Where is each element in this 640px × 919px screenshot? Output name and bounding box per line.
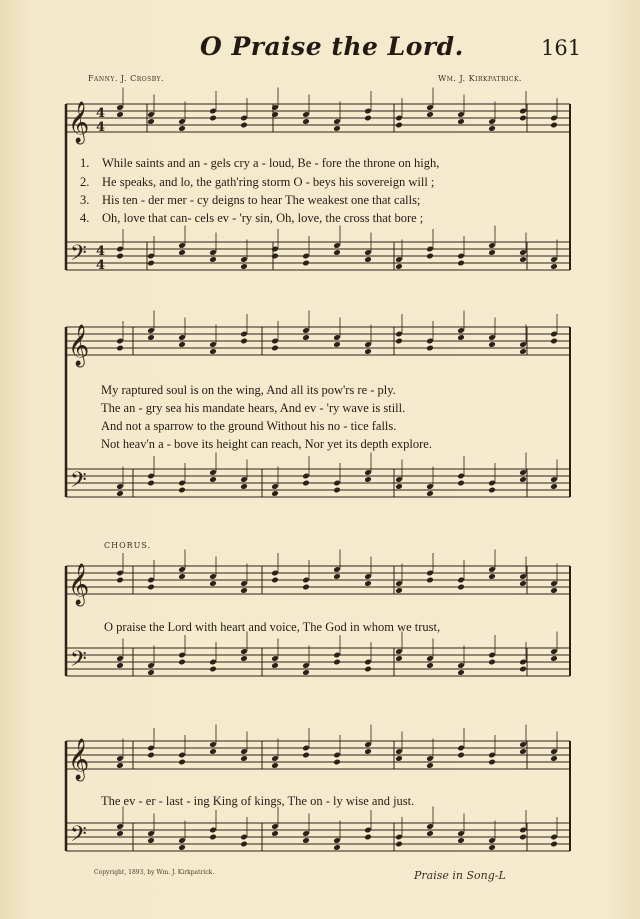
note-head	[519, 748, 527, 755]
note-head	[550, 338, 558, 345]
note-head	[271, 490, 279, 497]
time-signature: 4	[96, 120, 106, 135]
verse-line: 1. While saints and an - gels cry a - loud, Be - fore the throne on high,	[80, 156, 440, 170]
note-head	[550, 841, 558, 848]
note-head	[209, 476, 217, 483]
note-head	[488, 341, 496, 348]
note-head	[271, 830, 279, 837]
note-head	[271, 662, 279, 669]
note-head	[550, 263, 558, 270]
note-head	[209, 580, 217, 587]
note-head	[364, 748, 372, 755]
note-head	[426, 345, 434, 352]
note-head	[364, 476, 372, 483]
note-head	[240, 122, 248, 129]
note-head	[457, 334, 465, 341]
note-head	[178, 573, 186, 580]
note-head	[457, 260, 465, 267]
note-head	[240, 587, 248, 594]
note-head	[302, 837, 310, 844]
composer-credit: Wm. J. Kirkpatrick.	[438, 74, 522, 83]
note-head	[364, 666, 372, 673]
treble-clef: 𝄞	[68, 325, 90, 366]
note-head	[457, 837, 465, 844]
note-head	[240, 483, 248, 490]
note-head	[116, 253, 124, 260]
note-head	[240, 841, 248, 848]
time-signature: 4	[96, 258, 106, 273]
verse-line: Not heav'n a - bove its height can reach, Nor yet its depth explore.	[101, 437, 432, 451]
note-head	[147, 260, 155, 267]
note-head	[550, 755, 558, 762]
note-head	[302, 118, 310, 125]
note-head	[209, 748, 217, 755]
note-head	[209, 834, 217, 841]
note-head	[488, 573, 496, 580]
note-head	[271, 577, 279, 584]
note-head	[333, 249, 341, 256]
note-head	[333, 341, 341, 348]
treble-clef: 𝄞	[68, 102, 90, 143]
verse-line: And not a sparrow to the ground Without his no - tice falls.	[101, 419, 397, 433]
note-head	[426, 762, 434, 769]
note-head	[364, 580, 372, 587]
note-head	[271, 762, 279, 769]
note-head	[178, 759, 186, 766]
note-head	[364, 348, 372, 355]
note-head	[240, 755, 248, 762]
note-head	[426, 253, 434, 260]
note-head	[457, 118, 465, 125]
note-head	[426, 490, 434, 497]
note-head	[426, 577, 434, 584]
chorus-line: O praise the Lord with heart and voice, The God in whom we trust,	[104, 620, 441, 634]
page-number: 161	[541, 36, 582, 60]
note-head	[209, 115, 217, 122]
note-head	[488, 125, 496, 132]
verse-line: My raptured soul is on the wing, And all its pow'rs re - ply.	[101, 383, 396, 397]
note-head	[519, 834, 527, 841]
note-head	[519, 348, 527, 355]
note-head	[240, 655, 248, 662]
note-head	[333, 844, 341, 851]
note-head	[395, 841, 403, 848]
note-head	[178, 659, 186, 666]
note-head	[426, 830, 434, 837]
note-head	[116, 830, 124, 837]
treble-clef: 𝄞	[68, 739, 90, 780]
note-head	[116, 490, 124, 497]
note-head	[178, 249, 186, 256]
note-head	[333, 659, 341, 666]
note-head	[271, 345, 279, 352]
note-head	[395, 587, 403, 594]
note-head	[116, 111, 124, 118]
note-head	[550, 122, 558, 129]
note-head	[178, 844, 186, 851]
note-head	[364, 834, 372, 841]
note-head	[302, 480, 310, 487]
note-head	[488, 659, 496, 666]
bass-clef: 𝄢	[70, 241, 87, 271]
note-head	[488, 487, 496, 494]
time-signature: 4	[96, 106, 106, 121]
note-head	[395, 483, 403, 490]
bass-clef: 𝄢	[70, 468, 87, 498]
note-head	[457, 752, 465, 759]
note-head	[457, 669, 465, 676]
copyright-notice: Copyright, 1893, by Wm. J. Kirkpatrick.	[94, 869, 215, 876]
book-source: Praise in Song-L	[414, 869, 506, 882]
note-head	[147, 837, 155, 844]
note-head	[209, 666, 217, 673]
note-head	[550, 483, 558, 490]
verse-line: 3. His ten - der mer - cy deigns to hear The weakest one that calls;	[80, 193, 421, 207]
note-head	[147, 584, 155, 591]
note-head	[302, 584, 310, 591]
note-head	[333, 573, 341, 580]
note-head	[519, 476, 527, 483]
note-head	[395, 338, 403, 345]
note-head	[209, 256, 217, 263]
note-head	[240, 263, 248, 270]
note-head	[333, 125, 341, 132]
note-head	[209, 348, 217, 355]
note-head	[178, 125, 186, 132]
verse-line: The an - gry sea his mandate hears, And ev - 'ry wave is still.	[101, 401, 406, 415]
note-head	[302, 669, 310, 676]
note-head	[519, 666, 527, 673]
note-head	[147, 480, 155, 487]
note-head	[178, 487, 186, 494]
note-head	[116, 662, 124, 669]
note-head	[519, 115, 527, 122]
note-head	[116, 577, 124, 584]
note-head	[395, 263, 403, 270]
time-signature: 4	[96, 244, 106, 259]
note-head	[519, 580, 527, 587]
note-head	[426, 662, 434, 669]
note-head	[147, 669, 155, 676]
note-head	[457, 584, 465, 591]
note-head	[426, 111, 434, 118]
note-head	[364, 115, 372, 122]
note-head	[178, 341, 186, 348]
note-head	[395, 755, 403, 762]
chorus-label: CHORUS.	[104, 541, 152, 550]
note-head	[550, 587, 558, 594]
note-head	[550, 655, 558, 662]
note-head	[302, 752, 310, 759]
note-head	[116, 762, 124, 769]
note-head	[395, 122, 403, 129]
note-head	[395, 655, 403, 662]
note-head	[457, 480, 465, 487]
bass-clef: 𝄢	[70, 647, 87, 677]
hymn-title: O Praise the Lord.	[200, 32, 464, 61]
note-head	[488, 759, 496, 766]
verse-line: The ev - er - last - ing King of kings, The on - ly wise and just.	[101, 794, 415, 808]
note-head	[302, 334, 310, 341]
note-head	[147, 752, 155, 759]
note-head	[147, 118, 155, 125]
note-head	[364, 256, 372, 263]
bass-clef: 𝄢	[70, 822, 87, 852]
note-head	[147, 334, 155, 341]
note-head	[488, 844, 496, 851]
note-head	[333, 759, 341, 766]
note-head	[240, 338, 248, 345]
verse-line: 4. Oh, love that can- cels ev - 'ry sin, Oh, love, the cross that bore ;	[80, 211, 424, 225]
treble-clef: 𝄞	[68, 564, 90, 605]
note-head	[271, 253, 279, 260]
verse-line: 2. He speaks, and lo, the gath'ring storm O - beys his sovereign will ;	[80, 175, 435, 189]
note-head	[302, 260, 310, 267]
note-head	[488, 249, 496, 256]
note-head	[333, 487, 341, 494]
note-head	[519, 256, 527, 263]
note-head	[116, 345, 124, 352]
author-credit: Fanny. J. Crosby.	[88, 74, 165, 83]
note-head	[271, 111, 279, 118]
